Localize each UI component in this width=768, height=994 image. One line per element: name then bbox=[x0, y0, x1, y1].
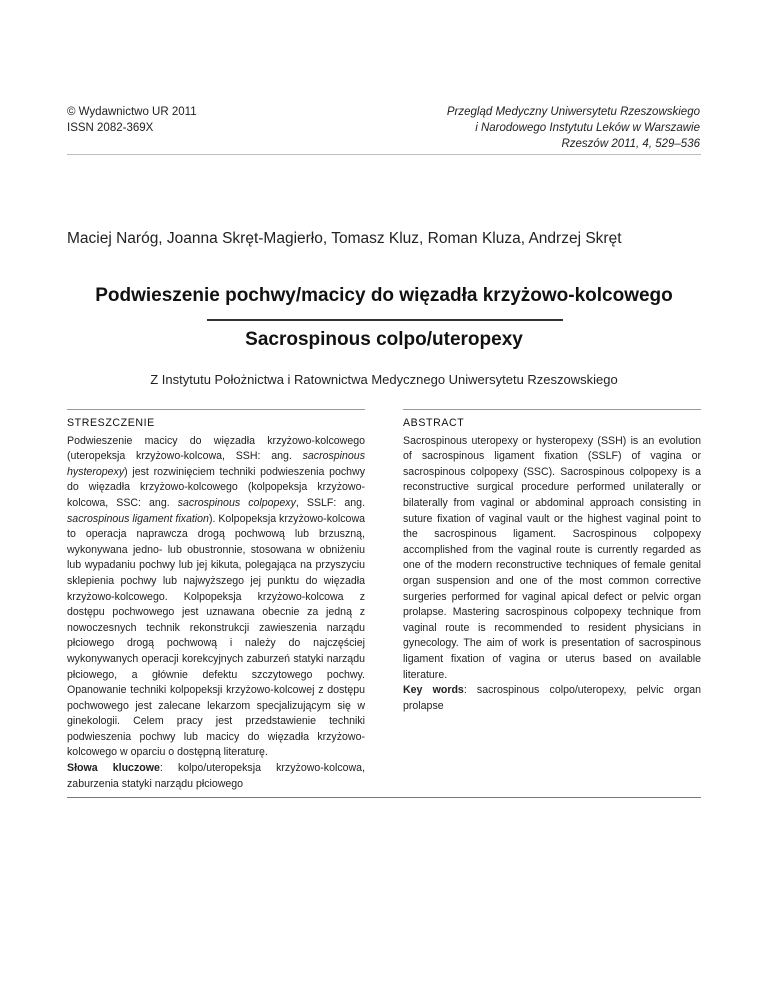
streszczenie-body bbox=[67, 434, 365, 793]
journal-line-1: Przegląd Medyczny Uniwersytetu Rzeszowskiego bbox=[446, 106, 700, 118]
streszczenie-text-4: ). Kolpopeksja krzyżowo-kolcowa to operacja naprawcza drogą pochwową lub brzuszną, wykonywana jedno- lub obustronnie, stosowana w obniżeniu lub wypadaniu pochwy lub jej kikuta, polegająca na przyszyciu sklepienia pochwy lub najwyższego jej punktu do więzadła krzyżowo-kolcowego. Kolpopeksja krzyżowo-kolcowa z dostępu pochwowego jest uznawana obecnie za jedną z nowoczesnych technik rekonstrukcji zawieszenia narządu płciowego drogą pochwową i należy do najczęściej wykonywanych operacji korekcyjnych zaburzeń statyki narządu płciowego, a głównie defektu szczytowego pochwy. Opanowanie techniki kolpopeksji krzyżowo-kolcowej z dostępu pochwowego jest zalecane lekarzom specjalizującym się w ginekologii. Celem pracy jest przedstawienie techniki podwieszenia pochwy lub macicy do więzadła krzyżowo-kolcowego w oparciu o dostępną literaturę. bbox=[67, 512, 365, 759]
author-list: Maciej Naróg, Joanna Skręt-Magierło, Tomasz Kluz, Roman Kluza, Andrzej Skręt bbox=[67, 230, 622, 247]
streszczenie-text-1: Podwieszenie macicy do więzadła krzyżowo-kolcowego (uteropeksja krzyżowo-kolcowa, SSH: ang. bbox=[67, 434, 365, 463]
keywords-en: : sacrospinous colpo/uteropexy, pelvic organ prolapse bbox=[403, 684, 702, 712]
journal-line-2: i Narodowego Instytutu Leków w Warszawie bbox=[475, 122, 700, 134]
title-english: Sacrospinous colpo/uteropexy bbox=[245, 329, 523, 350]
journal-info bbox=[370, 104, 700, 152]
keywords-label-en: Key words bbox=[403, 684, 464, 697]
streszczenie-term-1: sacrospinous hysteropexy bbox=[67, 450, 365, 478]
streszczenie-term-2: sacrospinous colpopexy bbox=[177, 496, 296, 509]
abstract-keywords bbox=[403, 683, 701, 714]
streszczenie-keywords bbox=[67, 761, 365, 792]
issn-line: ISSN 2082-369X bbox=[67, 122, 154, 134]
streszczenie-paragraph bbox=[67, 434, 365, 761]
publisher-line: © Wydawnictwo UR 2011 bbox=[67, 106, 197, 118]
title-polish: Podwieszenie pochwy/macicy do więzadła krzyżowo-kolcowego bbox=[95, 285, 673, 306]
header-divider bbox=[67, 154, 701, 155]
abstract-paragraph: Sacrospinous uteropexy or hysteropexy (SSH) is an evolution of sacrospinous ligament fixation (SSLF) of vagina or sacrospinous colpopexy (SSC). Sacrospinous colpopexy is a reconstructive surgical procedure performed unilaterally or bilaterally from vaginal or abdominal approach consisting in suture fixation of vaginal vault or the highest vaginal point to the sacrospinous ligament. Sacrospinous colpopexy accomplished from the vaginal route is currently regarded as one of the modern reconstructive techniques of female genital organ suspension and one of the most common corrective surgeries performed for vaginal apical defect or pelvic organ prolapse. Mastering sacrospinous colpopexy technique from vaginal route is recommended to resident physicians in gynecology. The aim of work is presentation of sacrospinous ligament fixation of vagina or uterus based on available literature. bbox=[403, 434, 701, 681]
streszczenie-text-3: , SSLF: ang. bbox=[295, 496, 366, 509]
streszczenie-heading: STRESZCZENIE bbox=[67, 417, 155, 429]
keywords-pl: : kolpo/uteropeksja krzyżowo-kolcowa, zaburzenia statyki narządu płciowego bbox=[67, 762, 366, 790]
streszczenie-text-2: ) jest rozwinięciem techniki podwieszenia pochwy do więzadła krzyżowo-kolcowego (kolpopeksja krzyżowo-kolcowa, SSC: ang. bbox=[67, 465, 365, 509]
abstract-body bbox=[403, 434, 701, 715]
streszczenie-column bbox=[67, 409, 365, 792]
streszczenie-term-3: sacrospinous ligament fixation bbox=[67, 512, 209, 525]
affiliation: Z Instytutu Położnictwa i Ratownictwa Medycznego Uniwersytetu Rzeszowskiego bbox=[150, 372, 618, 387]
title-divider bbox=[207, 319, 563, 321]
publisher-info bbox=[67, 104, 197, 136]
column-divider bbox=[403, 409, 701, 410]
bottom-divider bbox=[67, 797, 701, 798]
keywords-label-pl: Słowa kluczowe bbox=[67, 762, 160, 775]
abstract-heading: ABSTRACT bbox=[403, 417, 465, 429]
journal-line-3: Rzeszów 2011, 4, 529–536 bbox=[561, 138, 700, 150]
abstract-column bbox=[403, 409, 701, 714]
column-divider bbox=[67, 409, 365, 410]
